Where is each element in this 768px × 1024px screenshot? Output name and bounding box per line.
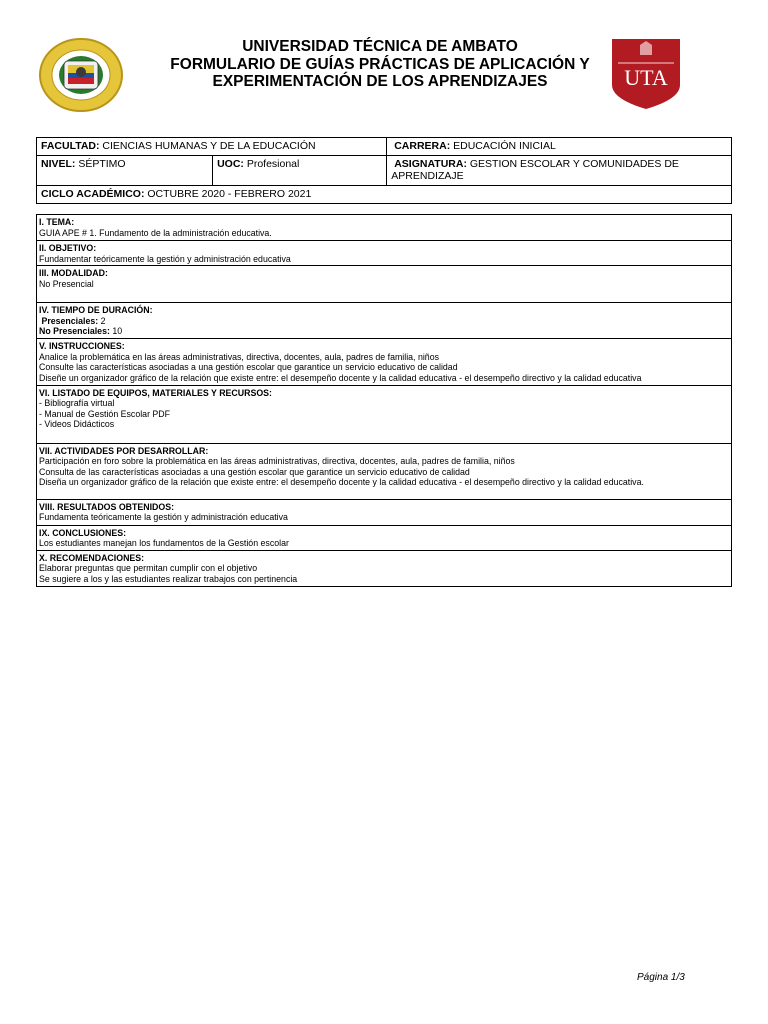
- section-conclusiones: IX. CONCLUSIONES: Los estudiantes manejan los fundamentos de la Gestión escolar: [37, 525, 732, 550]
- uta-logo: [610, 37, 682, 111]
- nivel-cell: NIVEL: SÉPTIMO: [37, 156, 213, 186]
- section-recomendaciones: X. RECOMENDACIONES: Elaborar preguntas que permitan cumplir con el objetivo Se sugiere a los y las estudiantes realizar trabajos con pertinencia: [37, 550, 732, 586]
- info-table: [36, 137, 732, 204]
- asignatura-cell: ASIGNATURA: GESTION ESCOLAR Y COMUNIDADES DE APRENDIZAJE: [387, 156, 732, 186]
- facultad-cell: FACULTAD: CIENCIAS HUMANAS Y DE LA EDUCACIÓN: [37, 138, 387, 156]
- section-tema: I. TEMA: GUIA APE # 1. Fundamento de la administración educativa.: [37, 215, 732, 241]
- section-tiempo: IV. TIEMPO DE DURACIÓN: Presenciales: 2 No Presenciales: 10: [37, 303, 732, 339]
- section-modalidad: III. MODALIDAD: No Presencial: [37, 266, 732, 303]
- carrera-cell: CARRERA: EDUCACIÓN INICIAL: [387, 138, 732, 156]
- section-actividades: VII. ACTIVIDADES POR DESARROLLAR: Participación en foro sobre la problemática en las áreas administrativas, directiva, docentes, aula, padres de familia, niños Consulta de las características asociadas a una gestión escolar que garantice un servicio educativo de calidad Diseña un organizador gráfico de la relación que existe entre: el desempeño docente y la calidad educativa - el desempeño directivo y la calidad educativa.: [37, 443, 732, 499]
- page-number: Página 1/3: [637, 972, 685, 983]
- uoc-cell: UOC: Profesional: [213, 156, 387, 186]
- section-resultados: VIII. RESULTADOS OBTENIDOS: Fundamenta teóricamente la gestión y administración educativa: [37, 499, 732, 525]
- section-instrucciones: V. INSTRUCCIONES: Analice la problemática en las áreas administrativas, directiva, docentes, aula, padres de familia, niños Consulte las características asociadas a una gestión escolar que garantice un servicio educativo de calidad Diseñe un organizador gráfico de la relación que existe entre: el desempeño docente y la calidad educativa - el desempeño directivo y la calidad educativa: [37, 339, 732, 385]
- sections-table: [36, 214, 732, 587]
- section-listado: VI. LISTADO DE EQUIPOS, MATERIALES Y RECURSOS: - Bibliografía virtual - Manual de Gestión Escolar PDF - Videos Didácticos: [37, 385, 732, 443]
- document-title: [140, 38, 620, 91]
- title-line-2: FORMULARIO DE GUÍAS PRÁCTICAS DE APLICACIÓN Y: [170, 55, 590, 73]
- presenciales-line: Presenciales: 2: [41, 315, 106, 326]
- section-objetivo: II. OBJETIVO: Fundamentar teóricamente la gestión y administración educativa: [37, 241, 732, 266]
- university-seal-icon: [38, 37, 124, 113]
- uta-logo-text: UTA: [624, 65, 668, 90]
- title-line-3: EXPERIMENTACIÓN DE LOS APRENDIZAJES: [212, 73, 548, 90]
- no-presenciales-line: No Presenciales: 10: [39, 326, 123, 337]
- ciclo-cell: CICLO ACADÉMICO: OCTUBRE 2020 - FEBRERO 2021: [37, 186, 732, 204]
- title-line-1: UNIVERSIDAD TÉCNICA DE AMBATO: [242, 38, 518, 55]
